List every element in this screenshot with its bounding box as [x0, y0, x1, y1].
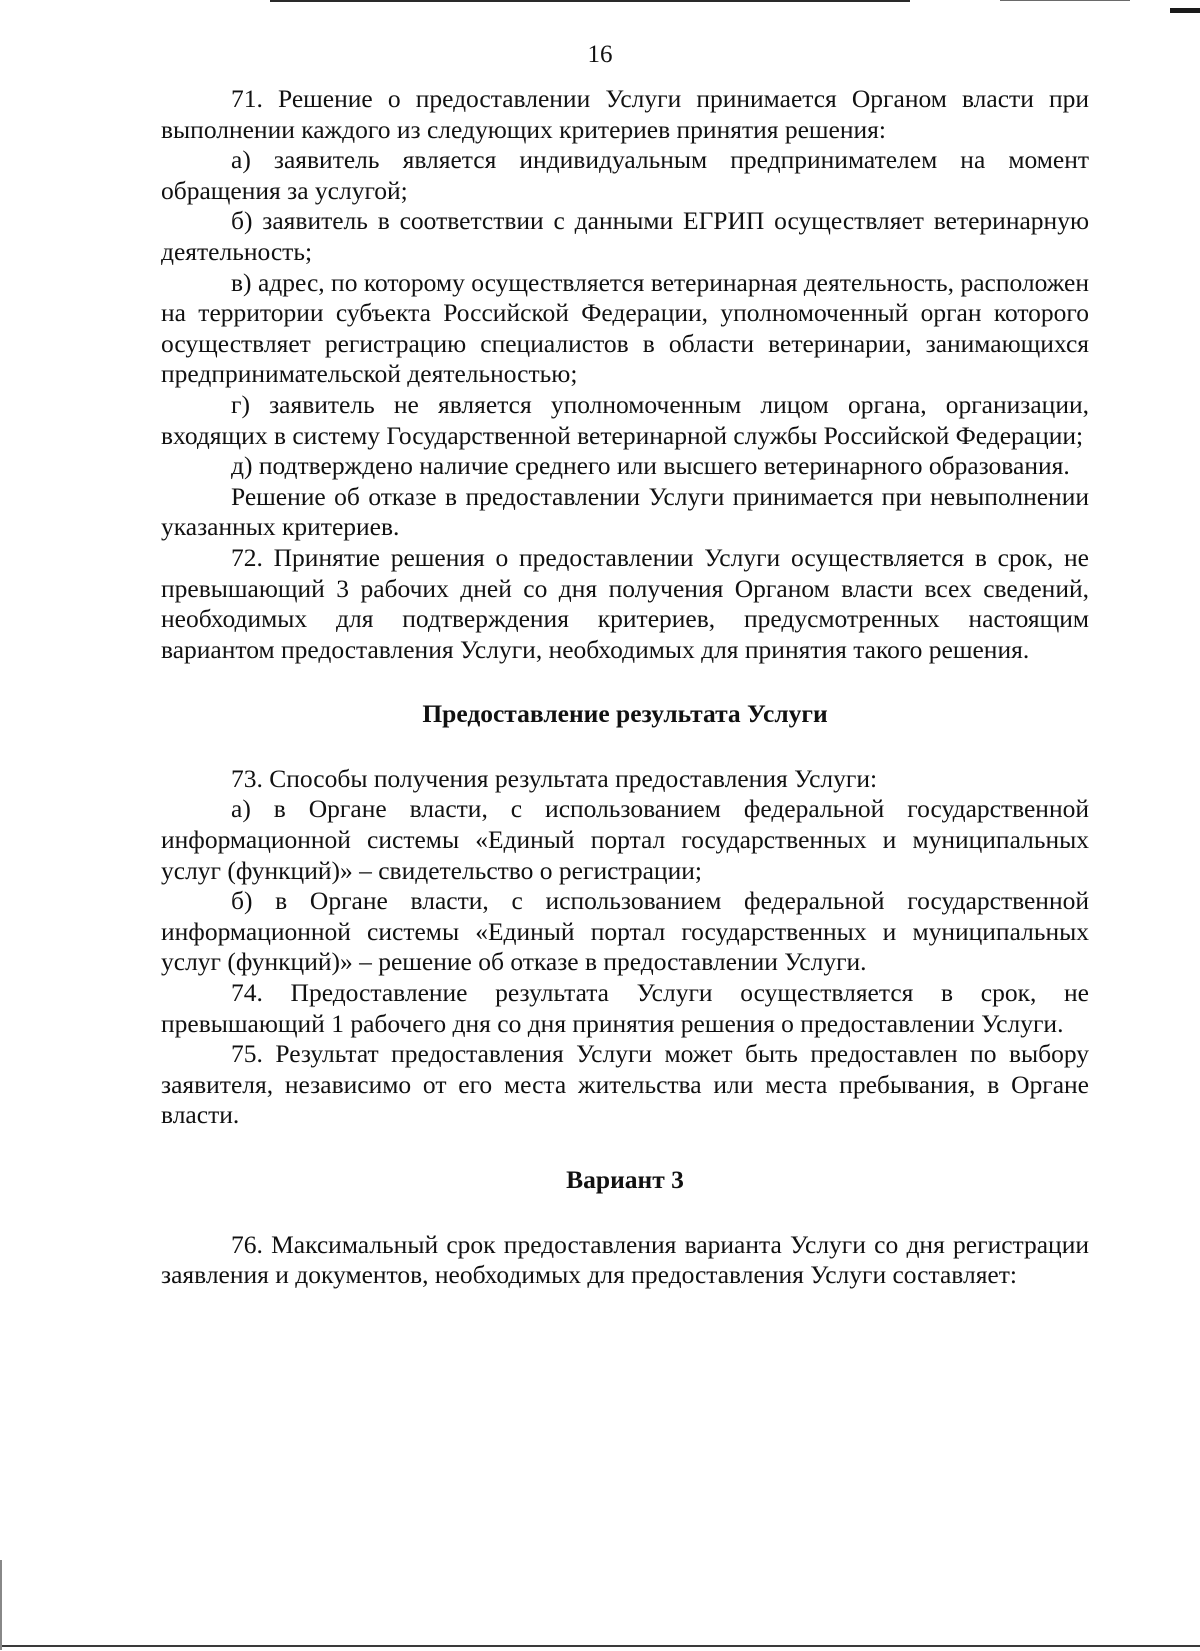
- method-b: б) в Органе власти, с использованием федеральной государственной информационной системы «Единый портал государственных и муниципальных услуг (функций)» – решение об отказе в предоставлении Услуги.: [161, 886, 1089, 977]
- criterion-a: а) заявитель является индивидуальным предпринимателем на момент обращения за услугой;: [161, 145, 1089, 205]
- criterion-d: д) подтверждено наличие среднего или высшего ветеринарного образования.: [231, 451, 1070, 481]
- section-spacer: [161, 730, 1089, 764]
- section-spacer: [161, 1196, 1089, 1230]
- scan-edge-line-top: [270, 0, 910, 2]
- scan-edge-line-top-right: [1000, 0, 1130, 1]
- section-heading-result: Предоставление результата Услуги: [422, 699, 828, 729]
- paragraph-73: 73. Способы получения результата предоставления Услуги:: [231, 763, 878, 793]
- method-a: а) в Органе власти, с использованием федеральной государственной информационной системы «Единый портал государственных и муниципальных услуг (функций)» – свидетельство о регистрации;: [161, 794, 1089, 885]
- section-heading-variant-3: Вариант 3: [566, 1165, 684, 1194]
- section-spacer: [161, 665, 1089, 699]
- criterion-b: б) заявитель в соответствии с данными ЕГРИП осуществляет ветеринарную деятельность;: [161, 206, 1089, 266]
- paragraph-72: 72. Принятие решения о предоставлении Услуги осуществляется в срок, не превышающий 3 рабочих дней со дня получения Органом власти всех сведений, необходимых для подтверждения критериев, предусмотренных настоящим вариантом предоставления Услуги, необходимых для принятия такого решения.: [161, 542, 1089, 664]
- paragraph-76: 76. Максимальный срок предоставления варианта Услуги со дня регистрации заявления и документов, необходимых для предоставления Услуги составляет:: [161, 1229, 1089, 1290]
- scan-edge-line-left: [0, 1560, 2, 1650]
- scan-edge-mark: [1170, 8, 1200, 13]
- section-spacer: [161, 1131, 1089, 1165]
- paragraph-71: 71. Решение о предоставлении Услуги принимается Органом власти при выполнении каждого из следующих критериев принятия решения:: [161, 84, 1089, 144]
- paragraph-74: 74. Предоставление результата Услуги осуществляется в срок, не превышающий 1 рабочего дня со дня принятия решения о предоставлении Услуги.: [161, 978, 1089, 1038]
- paragraph-75: 75. Результат предоставления Услуги может быть предоставлен по выбору заявителя, независимо от его места жительства или места пребывания, в Органе власти.: [161, 1039, 1089, 1130]
- criterion-g: г) заявитель не является уполномоченным лицом органа, организации, входящих в систему Государственной ветеринарной службы Российской Федерации;: [161, 389, 1089, 450]
- page-number: 16: [587, 41, 613, 68]
- criterion-v: в) адрес, по которому осуществляется ветеринарная деятельность, расположен на территории субъекта Российской Федерации, уполномоченный орган которого осуществляет регистрацию специалистов в области ветеринарии, занимающихся предпринимательской деятельностью;: [161, 267, 1089, 389]
- document-body: [161, 84, 1089, 1291]
- refusal-paragraph: Решение об отказе в предоставлении Услуги принимается при невыполнении указанных критериев.: [161, 481, 1089, 542]
- scan-edge-line-bottom: [0, 1645, 1200, 1647]
